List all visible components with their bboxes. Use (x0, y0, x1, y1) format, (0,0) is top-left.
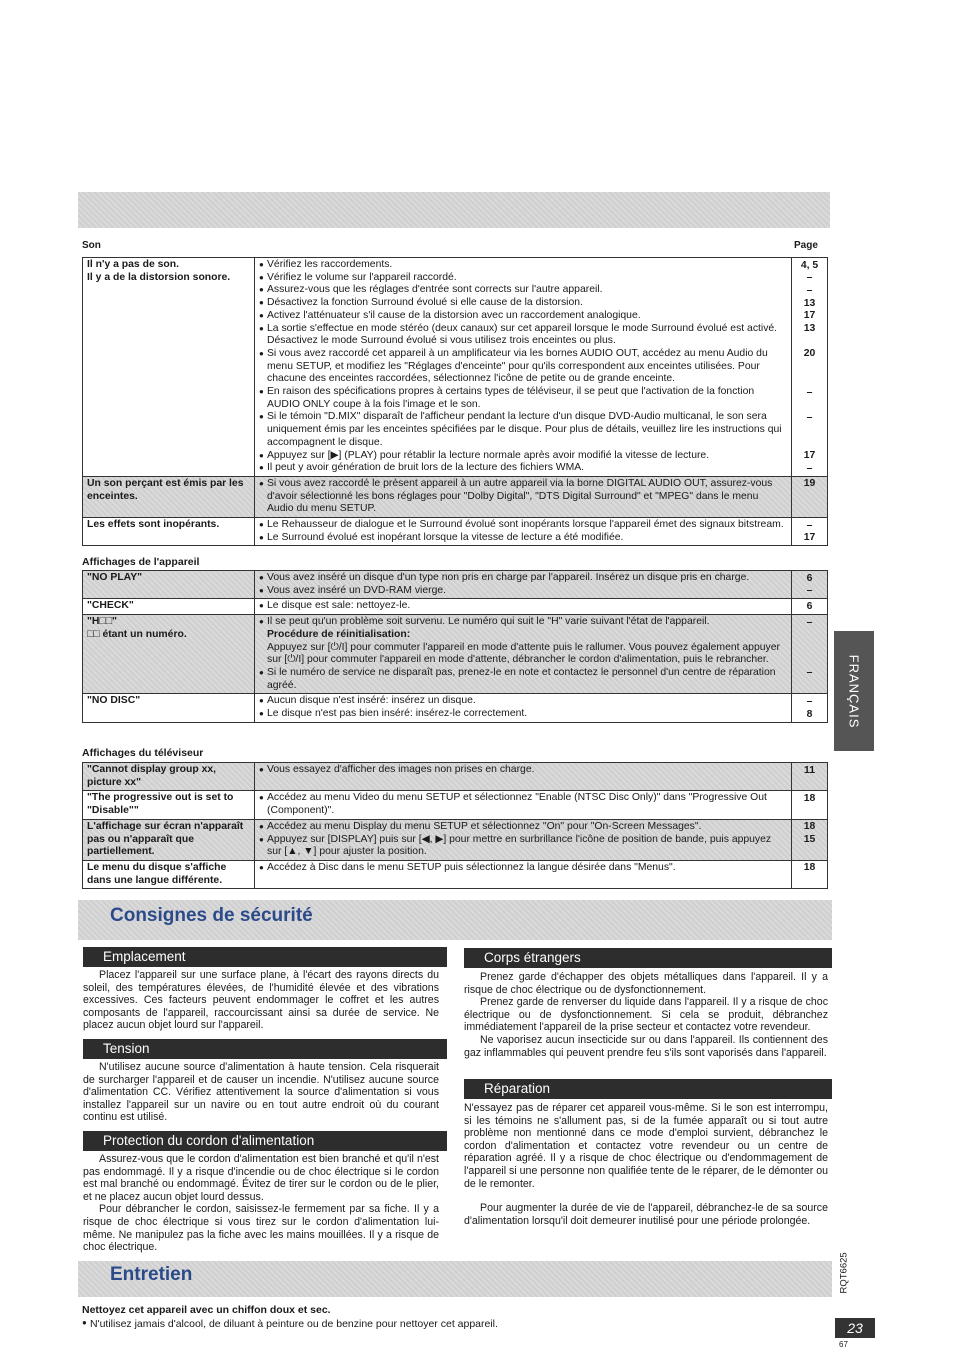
symptom-text: L'affichage sur écran n'apparaît pas ou n'apparaît que partiellement. (87, 820, 244, 858)
page-ref: 4, 5 (800, 259, 819, 271)
solution-item: ● Assurez-vous que les réglages d'entrée sont corrects sur l'autre appareil. (259, 284, 787, 297)
symptom-text: "NO DISC" (87, 695, 141, 707)
page-ref: 17 (803, 532, 816, 544)
page-ref: – (806, 462, 813, 474)
symptom-text: Il n'y a pas de son. (87, 259, 179, 270)
entretien-bullet: ● N'utilisez jamais d'alcool, de diluant à peinture ou de benzine pour nettoyer cet appareil. (82, 1318, 498, 1330)
page-ref-cell (792, 791, 828, 819)
entretien-title: Entretien (110, 1264, 193, 1285)
reparation-text: N'essayez pas de réparer cet appareil vous-même. Si le son est interrompu, si les témoins ne s'allument pas, si de la fumée apparaît ou si tout autre problème non mentionné dans ce mode d'emploi survient, débranchez le cordon d'alimentation et contactez votre revendeur ou un centre de réparation agréé. Il y a risque de choc électrique ou d'endommagement de l'appareil si une personne non qualifiée tente de le réparer, de le démonter ou de le remonter. Pour augmenter la durée de vie de l'appareil, débranchez-le de sa source d'alimentation lorsqu'il doit demeurer inutilisé pour une période prolongée. (464, 1102, 828, 1227)
corps-etrangers-heading: Corps étrangers (464, 948, 832, 968)
page-ref: 6 (806, 600, 813, 612)
page-ref: – (806, 411, 813, 423)
procedure-text: Appuyez sur [⏻/I] pour commuter l'appareil en mode d'attente puis le rallumer. Vous pouvez également appuyer sur [⏻/I] pour commuter l'appareil en mode d'attente, débrancher le cordon d'alimentation, puis le rebrancher. (267, 641, 780, 666)
symptom-text: Les effets sont inopérants. (87, 519, 220, 531)
solution-cell (255, 476, 792, 517)
page-ref: 15 (803, 834, 816, 846)
model-code: RQT6625 (838, 1252, 850, 1294)
solution-item: ● Vérifiez les raccordements. (259, 259, 787, 272)
page-ref-cell (792, 518, 828, 546)
appareil-heading: Affichages de l'appareil (82, 556, 200, 568)
solution-item: ● Le disque n'est pas bien inséré: insérez-le correctement. (259, 708, 787, 721)
page-ref: 17 (803, 310, 816, 322)
solution-item: ● La sortie s'effectue en mode stéréo (deux canaux) sur cet appareil lorsque le mode Surround évolué est activé. Désactivez le mode Surround évolué si vous utilisez trois enceintes ou plus. (259, 323, 787, 348)
page-ref: 19 (803, 478, 816, 490)
page-ref: 13 (803, 323, 816, 335)
solution-item: ● Aucun disque n'est inséré: insérez un disque. (259, 695, 787, 708)
solution-cell (255, 518, 792, 546)
small-number: 67 (839, 1340, 848, 1349)
symptom-cell (83, 476, 255, 517)
cordon-text: Assurez-vous que le cordon d'alimentation est bien branché et qu'il n'est pas endommagé. Il y a risque d'incendie ou de choc électrique si le cordon est mal branché ou endommagé. Évitez de tirer sur le cordon ou de le plier, et ne placez aucun objet lourd dessus. Pour débrancher le cordon, saisissez-le fermement par sa fiche. Il y a risque de choc électrique si vous tirez sur le cordon d'alimentation lui-même. Ne manipulez pas la fiche avec les mains mouillées. Il y a risque de choc électrique. (83, 1153, 439, 1254)
corps-etrangers-text: Prenez garde d'échapper des objets métalliques dans l'appareil. Il y a risque de choc électrique ou de dysfonctionnement. Prenez garde de renverser du liquide dans l'appareil. Il y a risque de choc électrique ou de dysfonctionnement. Si cela se produit, débranchez immédiatement l'appareil de la prise secteur et contactez votre revendeur. Ne vaporisez aucun insecticide sur ou dans l'appareil. Ils contiennent des gaz inflammables qui peuvent prendre feu s'ils sont vaporisés dans l'appareil. (464, 971, 828, 1059)
solution-item: ● Vous avez inséré un DVD-RAM vierge. (259, 585, 787, 598)
table-row (83, 571, 828, 599)
page-ref: – (806, 585, 813, 597)
table-row (83, 791, 828, 819)
solution-item: ● Appuyez sur [▶] (PLAY) pour rétablir la lecture normale après avoir modifié la vitesse de lecture. (259, 450, 787, 463)
symptom-cell (83, 615, 255, 694)
symptom-text: "H□□" (87, 616, 117, 628)
solution-item: ● Si le témoin "D.MIX" disparaît de l'afficheur pendant la lecture d'un disque DVD-Audio multicanal, le son sera uniquement émis par les enceintes spécifiées par le disque. Pour plus de détails, veuillez lire les instructions qui accompagnent le disque. (259, 411, 787, 449)
reparation-heading: Réparation (464, 1079, 832, 1099)
son-heading: Son (82, 240, 101, 251)
page-ref: 18 (803, 862, 816, 874)
table-row (83, 763, 828, 791)
solution-item: ● Si vous avez raccordé cet appareil à un amplificateur via les bornes AUDIO OUT, accédez au menu Audio du menu SETUP, et modifiez les "Réglages d'enceinte" pour qu'ils correspondent aux enceintes utilisées. Pour chacune des enceintes raccordées, sélectionnez l'icône de petite ou de grande enceinte. (259, 348, 787, 386)
table-row (83, 819, 828, 860)
page-ref-cell (792, 819, 828, 860)
solution-item: ● Le disque est sale: nettoyez-le. (259, 600, 787, 613)
solution-item: ● Il se peut qu'un problème soit survenu. Le numéro qui suit le "H" varie suivant l'état de l'appareil. (259, 616, 787, 629)
symptom-text: Un son perçant est émis par les enceintes. (87, 477, 244, 502)
page-ref: 11 (804, 764, 815, 776)
page-ref-cell (792, 599, 828, 615)
page-ref: – (806, 616, 813, 628)
solution-cell (255, 819, 792, 860)
safety-title: Consignes de sécurité (110, 905, 313, 926)
page-ref: 6 (806, 572, 813, 584)
symptom-cell (83, 860, 255, 888)
solution-item: ● Vérifiez le volume sur l'appareil raccordé. (259, 272, 787, 285)
emplacement-text: Placez l'appareil sur une surface plane, à l'écart des rayons directs du soleil, des températures élevées, de l'humidité élevée et des vibrations excessives. Ces facteurs peuvent endommager le coffret et les autres composants de l'appareil, raccourcissant ainsi sa durée de service. Ne placez aucun objet lourd sur l'appareil. (83, 969, 439, 1032)
solution-item: ● Vous essayez d'afficher des images non prises en charge. (259, 764, 787, 777)
page-ref-cell (792, 258, 828, 477)
page-ref: 18 (803, 792, 816, 804)
symptom-text: □□ étant un numéro. (87, 628, 187, 640)
solution-item: ● Il peut y avoir génération de bruit lors de la lecture des fichiers WMA. (259, 462, 787, 475)
solution-cell (255, 791, 792, 819)
table-row (83, 518, 828, 546)
language-tab-label: FRANÇAIS (846, 654, 862, 728)
symptom-cell (83, 763, 255, 791)
page-ref: – (806, 272, 813, 284)
solution-cell (255, 694, 792, 722)
solution-item: ● Vous avez inséré un disque d'un type non pris en charge par l'appareil. Insérez un disque pris en charge. (259, 572, 787, 585)
page-column-heading: Page (794, 240, 818, 251)
symptom-cell (83, 599, 255, 615)
entretien-title-banner (78, 1261, 832, 1297)
solution-item: ● Si le numéro de service ne disparaît pas, prenez-le en note et contactez le personnel d'un centre de réparation agréé. (259, 667, 787, 692)
page-ref: 8 (806, 708, 813, 720)
cordon-heading: Protection du cordon d'alimentation (83, 1131, 447, 1151)
page-ref: – (806, 695, 813, 707)
symptom-text: Il y a de la distorsion sonore. (87, 271, 231, 283)
entretien-subtitle: Nettoyez cet appareil avec un chiffon doux et sec. (82, 1304, 331, 1316)
page-ref: 20 (803, 348, 816, 360)
solution-cell (255, 860, 792, 888)
symptom-text: "The progressive out is set to "Disable"" (87, 792, 234, 817)
solution-item: ● Accédez au menu Video du menu SETUP et sélectionnez "Enable (NTSC Disc Only)" dans "Progressive Out (Component)". (259, 792, 787, 817)
symptom-text: "CHECK" (87, 600, 134, 612)
symptom-text: Le menu du disque s'affiche dans une langue différente. (87, 861, 227, 886)
tension-heading: Tension (83, 1039, 447, 1059)
solution-item: ● Le Surround évolué est inopérant lorsque la vitesse de lecture a été modifiée. (259, 532, 787, 545)
language-tab (834, 631, 874, 751)
solution-cell (255, 763, 792, 791)
page-number: 23 (835, 1318, 875, 1338)
page-ref-cell (792, 615, 828, 694)
page-ref: 13 (803, 297, 816, 309)
table-row (83, 258, 828, 477)
table-row (83, 615, 828, 694)
symptom-cell (83, 819, 255, 860)
televiseur-table (82, 762, 828, 889)
page-ref: – (806, 386, 813, 398)
page-ref-cell (792, 860, 828, 888)
televiseur-heading: Affichages du téléviseur (82, 747, 204, 759)
tension-text: N'utilisez aucune source d'alimentation à haute tension. Cela risquerait de surcharger l'appareil et de causer un incendie. N'utilisez aucune source d'alimentation CC. Vérifiez attentivement la source d'alimentation si vous installez l'appareil sur un navire ou en tout autre endroit où du courant continu est utilisé. (83, 1061, 439, 1124)
appareil-table (82, 570, 828, 723)
table-row (83, 476, 828, 517)
solution-item: ● Si vous avez raccordé le présent appareil à un autre appareil via la borne DIGITAL AUDIO OUT, assurez-vous d'avoir sélectionné les bons réglages pour "Dolby Digital", "DTS Digital Surround" et "MPEG" dans le menu Audio du menu SETUP. (259, 478, 787, 516)
solution-cell (255, 599, 792, 615)
page-ref-cell (792, 694, 828, 722)
symptom-text: "Cannot display group xx, picture xx" (87, 764, 217, 788)
page-ref: – (806, 519, 813, 531)
table-row (83, 694, 828, 722)
symptom-cell (83, 518, 255, 546)
emplacement-heading: Emplacement (83, 947, 447, 967)
table-row (83, 860, 828, 888)
solution-item: ● Désactivez la fonction Surround évolué si elle cause de la distorsion. (259, 297, 787, 310)
page-ref-cell (792, 571, 828, 599)
solution-item: ● Le Rehausseur de dialogue et le Surround évolué sont inopérants lorsque l'appareil émet des signaux bitstream. (259, 519, 787, 532)
solution-item: ● Accédez à Disc dans le menu SETUP puis sélectionnez la langue désirée dans "Menus". (259, 862, 787, 875)
solution-cell (255, 615, 792, 694)
symptom-cell (83, 694, 255, 722)
symptom-cell (83, 258, 255, 477)
page-ref-cell (792, 763, 828, 791)
page-ref: – (806, 667, 813, 679)
solution-item: ● En raison des spécifications propres à certains types de téléviseur, il se peut que l'activation de la fonction AUDIO ONLY coupe à la fois l'image et le son. (259, 386, 787, 411)
solution-item: ● Activez l'atténuateur s'il cause de la distorsion avec un raccordement analogique. (259, 310, 787, 323)
symptom-cell (83, 791, 255, 819)
solution-cell (255, 571, 792, 599)
page-ref: 17 (803, 450, 816, 462)
page-ref: 18 (803, 821, 816, 833)
page-ref-cell (792, 476, 828, 517)
solution-item: ● Accédez au menu Display du menu SETUP et sélectionnez "On" pour "On-Screen Messages". (259, 821, 787, 834)
solution-cell (255, 258, 792, 477)
procedure-title: Procédure de réinitialisation: (267, 628, 411, 640)
son-table (82, 257, 828, 546)
header-banner (78, 192, 830, 228)
symptom-text: "NO PLAY" (87, 572, 143, 583)
page-ref: – (806, 284, 813, 296)
solution-item: ● Appuyez sur [DISPLAY] puis sur [◀, ▶] pour mettre en surbrillance l'icône de position de bande, puis appuyez sur [▲, ▼] pour ajuster la position. (259, 834, 787, 859)
symptom-cell (83, 571, 255, 599)
safety-title-banner (78, 900, 832, 940)
table-row (83, 599, 828, 615)
